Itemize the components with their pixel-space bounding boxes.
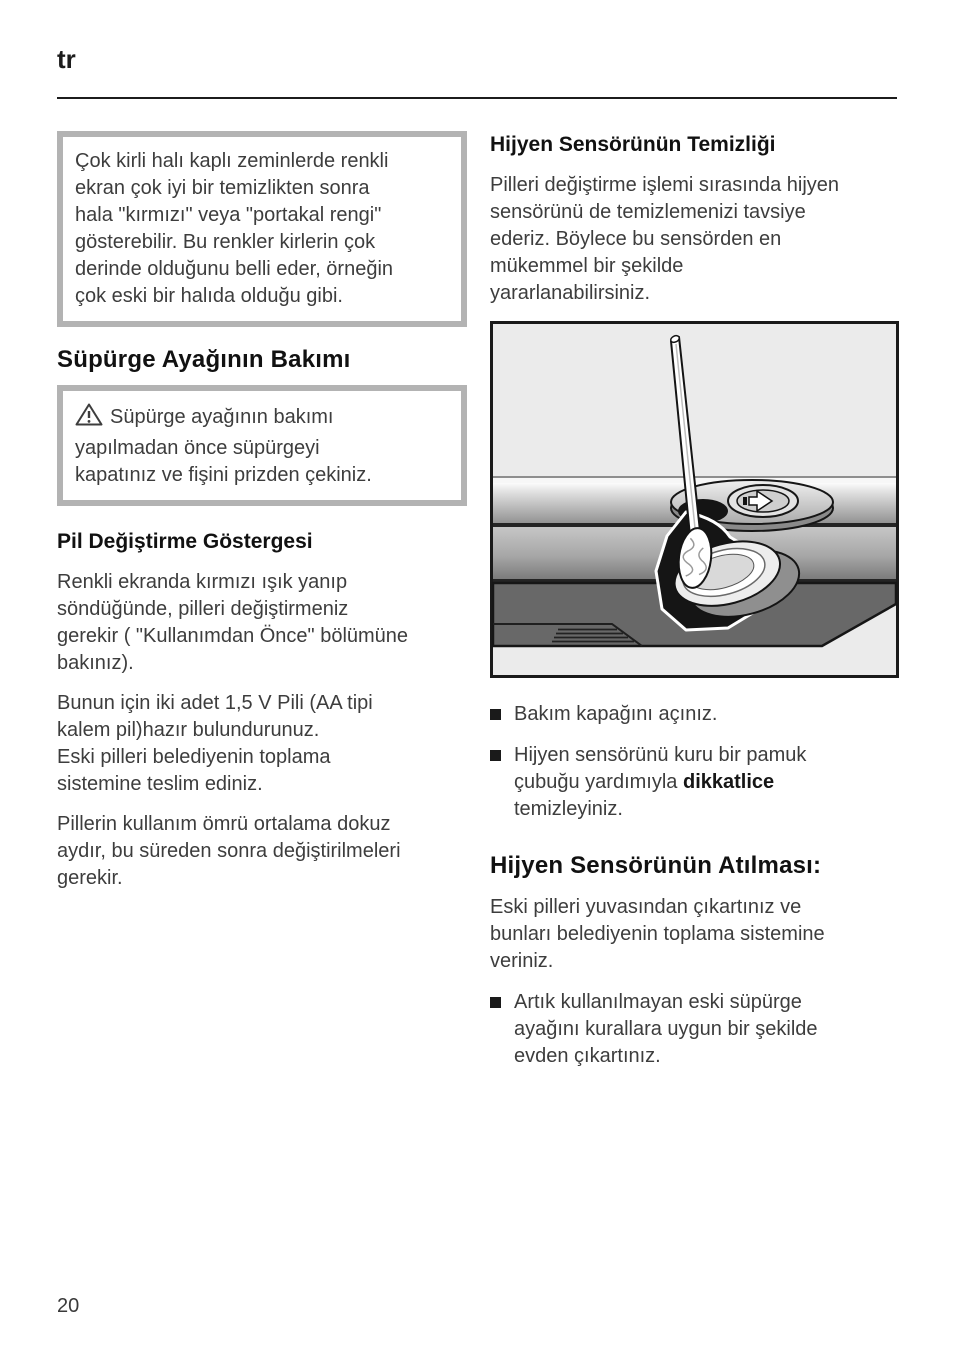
page-number: 20 <box>57 1295 80 1317</box>
list-item-text <box>514 742 806 823</box>
sensor-cleaning-illustration <box>490 321 899 678</box>
language-tab: tr <box>57 44 76 74</box>
clean-text-post: temizleyiniz. <box>514 798 623 820</box>
para-battery-indicator: Renkli ekranda kırmızı ışık yanıp söndüğünde, pilleri değiştirmeniz gerekir ( "Kullanımdan Önce" bölümüne bakınız). <box>57 571 409 674</box>
clean-text-emphasis: dikkatlice <box>682 771 775 793</box>
list-item-dispose-nozzle <box>490 989 900 1070</box>
warning-icon <box>75 402 103 435</box>
list-item-open-cap <box>490 701 900 728</box>
bullet-square-icon <box>490 997 501 1008</box>
instruction-list <box>490 701 900 823</box>
bullet-square-icon <box>490 750 501 761</box>
list-item-text: Artık kullanılmayan eski süpürge ayağını kurallara uygun bir şekilde evden çıkartınız. <box>514 991 818 1067</box>
two-column-layout <box>57 131 897 1070</box>
disposal-list <box>490 989 900 1070</box>
warning-text: Süpürge ayağının bakımı yapılmadan önce süpürgeyi kapatınız ve fişini prizden çekiniz. <box>75 406 372 486</box>
list-item-text: Bakım kapağını açınız. <box>514 703 718 725</box>
info-box <box>57 131 467 327</box>
left-column <box>57 131 467 1070</box>
info-box-text: Çok kirli halı kaplı zeminlerde renkli ekran çok iyi bir temizlikten sonra hala "kırmızı" veya "portakal rengi" gösterebilir. Bu renkler kirlerin çok derinde olduğunu belli eder, örneğin çok eski bir halıda olduğu gibi. <box>75 150 394 307</box>
warning-box <box>57 385 467 506</box>
section-title-nozzle-maintenance: Süpürge Ayağının Bakımı <box>57 346 351 373</box>
para-sensor-cleaning: Pilleri değiştirme işlemi sırasında hijyen sensörünü de temizlemenizi tavsiye ederiz. Böylece bu sensörden en mükemmel bir şekilde yararlanabilirsiniz. <box>490 174 840 304</box>
clean-text-pre: Hijyen sensörünü kuru bir pamuk çubuğu yardımıyla <box>514 744 807 793</box>
section-title-sensor-disposal: Hijyen Sensörünün Atılması: <box>490 852 822 879</box>
para-battery-type: Bunun için iki adet 1,5 V Pili (AA tipi kalem pil)hazır bulundurunuz. Eski pilleri belediyenin toplama sistemine teslim ediniz. <box>57 692 373 795</box>
subsection-title-battery-indicator: Pil Değiştirme Göstergesi <box>57 530 313 553</box>
bullet-square-icon <box>490 709 501 720</box>
warning-line <box>75 402 449 489</box>
para-disposal: Eski pilleri yuvasından çıkartınız ve bunları belediyenin toplama sistemine veriniz. <box>490 896 825 972</box>
right-column <box>490 131 900 1070</box>
header-rule <box>57 97 897 99</box>
subsection-title-sensor-cleaning: Hijyen Sensörünün Temizliği <box>490 133 776 156</box>
vacuum-head-drawing <box>490 321 899 678</box>
list-item-clean-sensor <box>490 742 900 823</box>
para-battery-life: Pillerin kullanım ömrü ortalama dokuz aydır, bu süreden sonra değiştirilmeleri gerekir. <box>57 813 401 889</box>
